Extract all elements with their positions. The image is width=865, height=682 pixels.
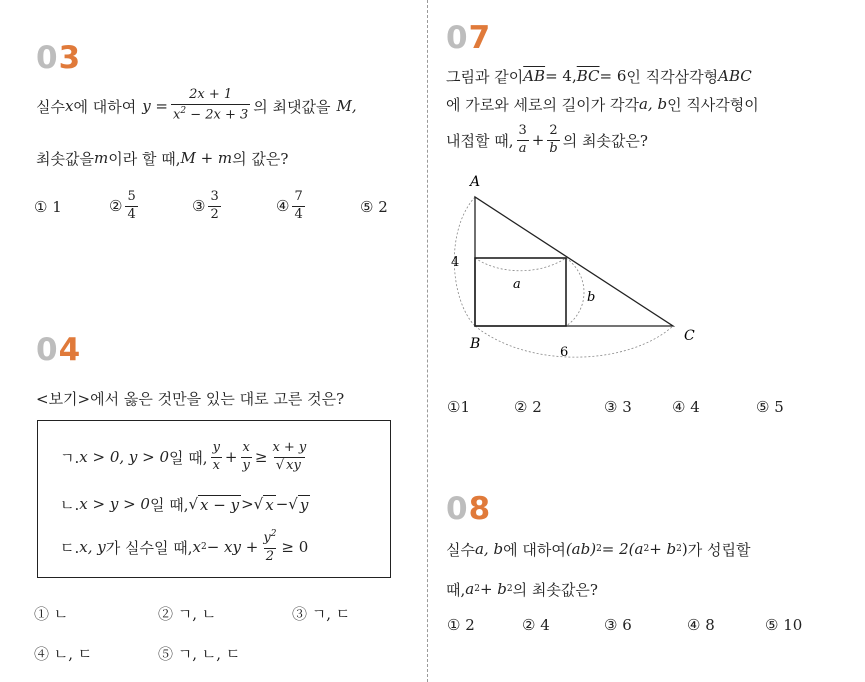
q03-option-3[interactable]: ③ $\frac{3}{2}$ bbox=[192, 189, 219, 222]
q07-option-1[interactable]: ①1 bbox=[447, 398, 470, 416]
bogi-item-c: ㄷ. x, y 가 실수일 때, x 2 − xy + $\frac{y^2}{2}$ ≥ 0 bbox=[60, 529, 309, 564]
q03-line-2 bbox=[36, 146, 288, 170]
figure-label-A: A bbox=[470, 174, 481, 190]
question-number-digit: 4 bbox=[58, 332, 82, 368]
figure-rectangle bbox=[475, 258, 566, 326]
bogi-box bbox=[37, 420, 391, 578]
q08-option-3[interactable]: ③ 6 bbox=[604, 616, 632, 634]
figure-label-4: 4 bbox=[451, 255, 460, 270]
q04-stem: <보기>에서 옳은 것만을 있는 대로 고른 것은? bbox=[36, 389, 345, 408]
figure-brace-bc bbox=[475, 326, 673, 357]
question-number-zero: 0 bbox=[446, 491, 469, 527]
q03-options bbox=[34, 190, 414, 230]
question-number-digit: 7 bbox=[468, 20, 492, 56]
q03-fraction-denominator: $x^2 - 2x + 3$ bbox=[173, 106, 249, 123]
q08-options bbox=[447, 616, 847, 640]
column-divider bbox=[427, 0, 428, 682]
figure-brace-a bbox=[475, 258, 566, 271]
question-number-03 bbox=[36, 40, 81, 76]
figure-label-C: C bbox=[684, 328, 695, 344]
q03-text: 의 값은? bbox=[232, 149, 289, 168]
figure-label-b: b bbox=[587, 290, 596, 305]
q03-option-1[interactable]: ① 1 bbox=[34, 198, 62, 216]
q07-option-3[interactable]: ③ 3 bbox=[604, 398, 632, 416]
q04-option-3[interactable]: ③ ㄱ, ㄷ bbox=[292, 605, 351, 623]
question-number-04 bbox=[36, 332, 81, 368]
q08-line-2: 때, a 2 + b 2 의 최솟값은? bbox=[446, 580, 598, 599]
figure-label-a: a bbox=[513, 277, 521, 292]
q08-option-5[interactable]: ⑤ 10 bbox=[765, 616, 803, 634]
question-number-07 bbox=[446, 20, 491, 56]
q03-text: 이라 할 때, bbox=[108, 149, 181, 168]
q03-text: 에 대하여 bbox=[73, 97, 137, 116]
q04-option-1[interactable]: ① ㄴ bbox=[34, 605, 69, 623]
q07-option-2[interactable]: ② 2 bbox=[514, 398, 542, 416]
q03-text: 실수 bbox=[36, 97, 65, 116]
q07-option-5[interactable]: ⑤ 5 bbox=[756, 398, 784, 416]
q03-var-m: m bbox=[93, 149, 109, 167]
q03-option-5[interactable]: ⑤ 2 bbox=[360, 198, 388, 216]
question-number-zero: 0 bbox=[446, 20, 469, 56]
q03-text: 의 최댓값을 bbox=[253, 97, 331, 116]
q03-var-M: M, bbox=[336, 97, 357, 115]
q07-option-4[interactable]: ④ 4 bbox=[672, 398, 700, 416]
q07-figure bbox=[440, 170, 710, 370]
q03-y-eq: y = bbox=[142, 97, 168, 115]
question-number-08 bbox=[446, 491, 491, 527]
q04-option-4[interactable]: ④ ㄴ, ㄷ bbox=[34, 645, 93, 663]
q03-option-2[interactable]: ② $\frac{5}{4}$ bbox=[109, 189, 136, 222]
q04-option-2[interactable]: ② ㄱ, ㄴ bbox=[158, 605, 217, 623]
q08-option-4[interactable]: ④ 8 bbox=[687, 616, 715, 634]
q08-line-1: 실수 a, b 에 대하여 (ab) 2 = 2(a 2 + b 2 ) 가 성립할 bbox=[446, 540, 751, 559]
question-number-zero: 0 bbox=[36, 332, 59, 368]
bogi-item-a: ㄱ. x > 0, y > 0 일 때, $\frac{y}{x}$ + $\frac{x}{y}$ ≥ $\frac{x + y}{√ xy}$ bbox=[60, 439, 307, 473]
q07-line-3: 내접할 때, $\frac{3}{a}$ + $\frac{2}{b}$ 의 최솟값은? bbox=[446, 122, 648, 156]
q03-text: 최솟값을 bbox=[36, 149, 94, 168]
q04-options bbox=[34, 603, 414, 663]
q03-expr: M + m bbox=[180, 149, 233, 167]
figure-triangle bbox=[475, 197, 673, 326]
q07-line-2: 에 가로와 세로의 길이가 각각 a, b 인 직사각형이 bbox=[446, 95, 759, 114]
figure-label-6: 6 bbox=[560, 345, 569, 360]
q03-var-x: x bbox=[64, 97, 74, 115]
q07-line-1: 그림과 같이 $\overline{AB}$ = 4, $\overline{BC}$ = 6 인 직각삼각형 ABC bbox=[446, 67, 752, 86]
q03-fraction bbox=[171, 88, 250, 123]
q04-option-5[interactable]: ⑤ ㄱ, ㄴ, ㄷ bbox=[158, 645, 241, 663]
q07-options bbox=[447, 398, 847, 422]
figure-brace-b bbox=[566, 258, 584, 326]
q03-line-1 bbox=[36, 86, 357, 126]
bogi-item-b: ㄴ. x > y > 0 일 때, √ x − y > √ x − √ y bbox=[60, 495, 309, 514]
q08-option-1[interactable]: ① 2 bbox=[447, 616, 475, 634]
question-number-digit: 3 bbox=[58, 40, 82, 76]
question-number-digit: 8 bbox=[468, 491, 492, 527]
q03-option-4[interactable]: ④ $\frac{7}{4}$ bbox=[276, 189, 303, 222]
q08-option-2[interactable]: ② 4 bbox=[522, 616, 550, 634]
q03-fraction-numerator: 2x + 1 bbox=[189, 87, 233, 103]
question-number-zero: 0 bbox=[36, 40, 59, 76]
figure-label-B: B bbox=[470, 336, 481, 352]
